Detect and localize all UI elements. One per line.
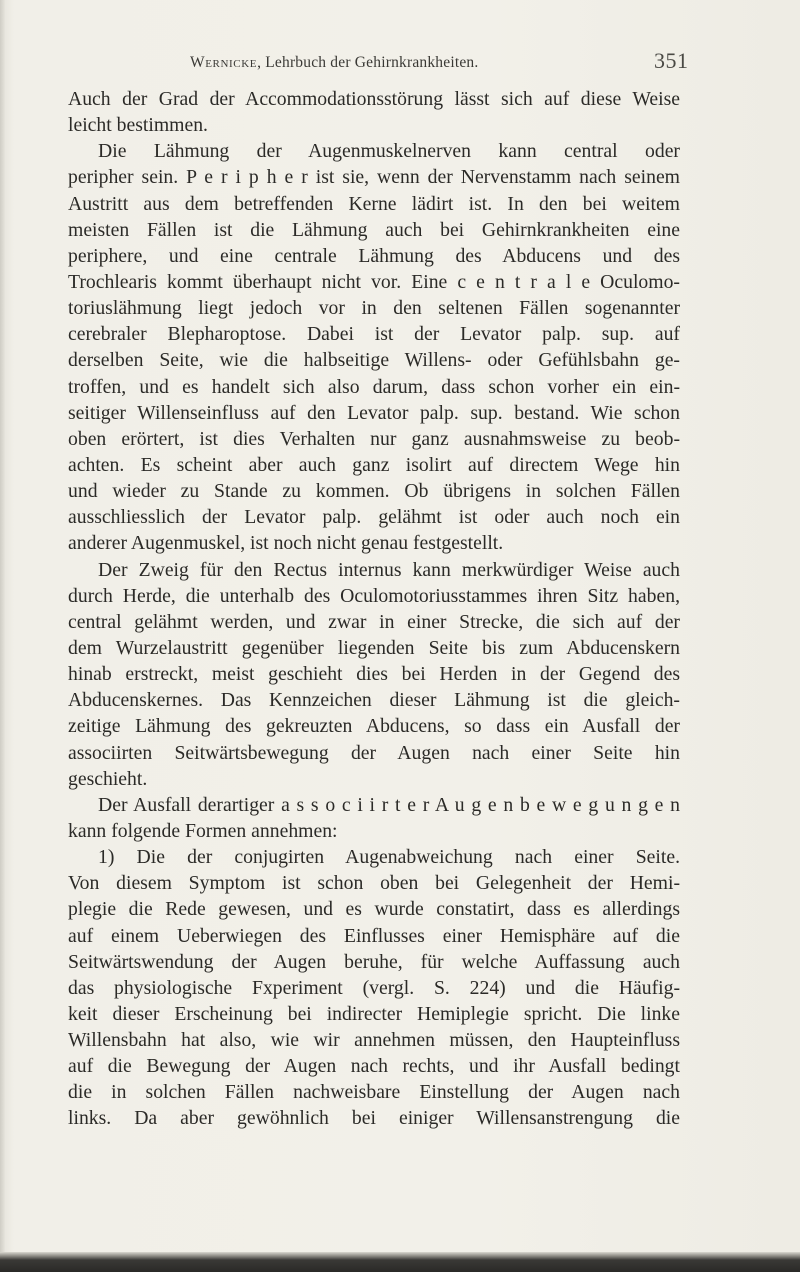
text-line: central gelähmt werden, und zwar in einer Strecke, die sich auf der <box>68 610 680 633</box>
text-line: toriuslähmung liegt jedoch vor in den seltenen Fällen sogenannter <box>68 297 680 320</box>
text-line: achten. Es scheint aber auch ganz isolirt auf directem Wege hin <box>68 453 680 476</box>
text-line: Trochlearis kommt überhaupt nicht vor. Eine c e n t r a l e Oculomo- <box>68 270 680 293</box>
text-line: derselben Seite, wie die halbseitige Willens- oder Gefühlsbahn ge- <box>68 349 680 372</box>
page-left-edge <box>0 0 5 1272</box>
text-line: hinab erstreckt, meist geschieht dies bei Herden in der Gegend des <box>68 663 680 686</box>
text-line: Willensbahn hat also, wie wir annehmen müssen, den Haupteinfluss <box>68 1029 680 1052</box>
text-line: geschieht. <box>68 767 148 790</box>
text-line: das physiologische Fxperiment (vergl. S. 224) und die Häufig- <box>68 976 680 999</box>
text-line: cerebraler Blepharoptose. Dabei ist der Levator palp. sup. auf <box>68 323 680 346</box>
text-line: auf die Bewegung der Augen nach rechts, und ihr Ausfall bedingt <box>68 1055 680 1078</box>
text-line: anderer Augenmuskel, ist noch nicht genau festgestellt. <box>68 532 504 555</box>
text-line: links. Da aber gewöhnlich bei einiger Willensanstrengung die <box>68 1107 680 1130</box>
text-line: meisten Fällen ist die Lähmung auch bei Gehirnkrankheiten eine <box>68 218 680 241</box>
text-line: associirten Seitwärtsbewegung der Augen nach einer Seite hin <box>68 741 680 764</box>
text-line: dem Wurzelaustritt gegenüber liegenden Seite bis zum Abducenskern <box>68 636 680 659</box>
text-line: periphere, und eine centrale Lähmung des Abducens und des <box>68 244 680 267</box>
text-line: troffen, und es handelt sich also darum, dass schon vorher ein ein- <box>68 375 680 398</box>
text-line: seitiger Willenseinfluss auf den Levator palp. sup. bestand. Wie schon <box>68 401 680 424</box>
text-line: die in solchen Fällen nachweisbare Einstellung der Augen nach <box>68 1081 680 1104</box>
text-line: ausschliesslich der Levator palp. gelähmt ist oder auch noch ein <box>68 506 680 529</box>
text-line: kann folgende Formen annehmen: <box>68 819 338 842</box>
text-line: leicht bestimmen. <box>68 114 208 137</box>
text-line: Auch der Grad der Accommodationsstörung lässt sich auf diese Weise <box>68 88 680 110</box>
text-line: peripher sein. P e r i p h e r ist sie, wenn der Nervenstamm nach seinem <box>68 166 680 189</box>
running-header <box>190 54 620 72</box>
text-line: oben erörtert, ist dies Verhalten nur ganz ausnahmsweise zu beob- <box>68 427 680 450</box>
text-line: Der Ausfall derartiger a s s o c i i r t e r A u g e n b e w e g u n g e n <box>98 793 680 816</box>
text-line: zeitige Lähmung des gekreuzten Abducens, so dass ein Ausfall der <box>68 715 680 738</box>
text-line: Der Zweig für den Rectus internus kann merkwürdiger Weise auch <box>98 558 680 581</box>
text-line: und wieder zu Stande zu kommen. Ob übrigens in solchen Fällen <box>68 480 680 503</box>
text-line: durch Herde, die unterhalb des Oculomotoriusstammes ihren Sitz haben, <box>68 584 680 607</box>
text-line: Seitwärtswendung der Augen beruhe, für welche Auffassung auch <box>68 950 680 973</box>
text-line: Von diesem Symptom ist schon oben bei Gelegenheit der Hemi- <box>68 872 680 895</box>
text-line: Abducenskernes. Das Kennzeichen dieser Lähmung ist die gleich- <box>68 689 680 712</box>
scan-bottom-edge <box>0 1252 800 1272</box>
text-line: plegie die Rede gewesen, und es wurde constatirt, dass es allerdings <box>68 898 680 921</box>
body-text <box>68 86 680 1132</box>
text-line: 1) Die der conjugirten Augenabweichung nach einer Seite. <box>98 846 680 869</box>
header-author: Wernicke <box>190 54 258 71</box>
text-line: keit dieser Erscheinung bei indirecter Hemiplegie spricht. Die linke <box>68 1002 680 1025</box>
text-line: Austritt aus dem betreffenden Kerne lädirt ist. In den bei weitem <box>68 192 680 215</box>
text-line: auf einem Ueberwiegen des Einflusses einer Hemisphäre auf die <box>68 924 680 947</box>
header-title: , Lehrbuch der Gehirnkrankheiten. <box>257 54 479 71</box>
page-number: 351 <box>654 48 689 73</box>
text-line: Die Lähmung der Augenmuskelnerven kann central oder <box>98 140 680 163</box>
